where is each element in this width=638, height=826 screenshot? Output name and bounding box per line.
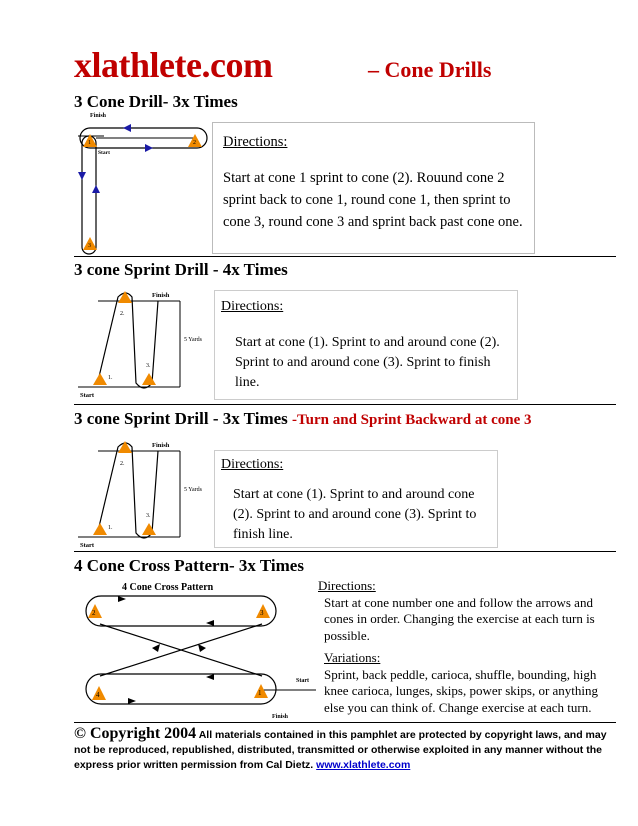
site-title: xlathlete.com bbox=[74, 45, 273, 85]
drill4-diagram bbox=[76, 578, 320, 722]
drill3-cone-2-label: 2. bbox=[120, 461, 125, 467]
copyright-text: All materials contained in this pamphlet are protected by copyright laws, and may not be reproduced, republished, distributed, transmitted or otherwise exploited in any manner without the express prior written permission from Cal Dietz. bbox=[74, 729, 607, 771]
drill1-diagram bbox=[78, 110, 213, 256]
drill4-cone-4-label: 4 bbox=[96, 691, 100, 699]
drill3-cone-2 bbox=[118, 441, 132, 453]
drill2-cone-1-label: 1. bbox=[108, 375, 113, 381]
drill1-title: 3 Cone Drill- 3x Times bbox=[74, 92, 238, 111]
site-link[interactable]: www.xlathlete.com bbox=[316, 759, 411, 771]
drill3-title-text: 3 cone Sprint Drill - 3x Times bbox=[74, 409, 288, 428]
drill2-title: 3 cone Sprint Drill - 4x Times bbox=[74, 260, 288, 279]
drill4-directions-text: Start at cone number one and follow the arrows and cones in order. Changing the exercise at each turn is possible. bbox=[324, 594, 595, 643]
drill3-title bbox=[74, 409, 532, 429]
copyright-label: © Copyright 2004 bbox=[74, 725, 197, 742]
drill2-directions-heading: Directions: bbox=[221, 299, 284, 314]
drill2-start-label: Start bbox=[80, 392, 95, 399]
page-subtitle: – Cone Drills bbox=[368, 57, 492, 82]
drill4-variations-text: Sprint, back peddle, carioca, shuffle, bounding, high knee carioca, lunges, skips, power skips, or anything else you can think of. Change exercise at each turn. bbox=[324, 666, 599, 715]
drill2-diagram bbox=[78, 283, 218, 401]
drill2-cone-3 bbox=[142, 373, 156, 385]
drill1-cone-2-label: 2 bbox=[193, 140, 196, 146]
divider bbox=[74, 551, 616, 552]
drill3-cone-3 bbox=[142, 523, 156, 535]
drill4-start-label: Start bbox=[296, 678, 309, 684]
drill2-cone-3-label: 3. bbox=[146, 363, 151, 369]
drill2-directions-text: Start at cone (1). Sprint to and around cone (2). Sprint to and around cone (3). Sprint to finish line. bbox=[235, 335, 500, 390]
drill3-directions-box bbox=[214, 450, 498, 548]
drill3-diagram bbox=[78, 433, 218, 551]
drill1-cone-3-label: 3 bbox=[88, 243, 91, 249]
divider bbox=[74, 722, 616, 723]
drill4-directions-panel bbox=[318, 578, 614, 716]
drill4-variations-heading: Variations: bbox=[324, 650, 381, 665]
divider bbox=[74, 256, 616, 257]
drill2-directions-box bbox=[214, 290, 518, 400]
drill3-directions-text: Start at cone (1). Sprint to and around cone (2). Sprint to and around cone (3). Sprint to finish line. bbox=[233, 487, 477, 542]
drill4-cone-2-label: 2 bbox=[92, 609, 96, 617]
drill4-cone-3-label: 3 bbox=[260, 609, 264, 617]
drill1-directions-text: Start at cone 1 sprint to cone (2). Rouund cone 2 sprint back to cone 1, round cone 1, then sprint to cone 3, round cone 3 and sprint back past cone one. bbox=[223, 170, 523, 230]
drill2-yards-label: 5 Yards bbox=[184, 337, 203, 343]
drill3-start-label: Start bbox=[80, 542, 95, 549]
drill1-directions-box bbox=[212, 122, 535, 254]
drill4-directions-heading: Directions: bbox=[318, 578, 376, 593]
drill4-title: 4 Cone Cross Pattern- 3x Times bbox=[74, 556, 304, 575]
drill4-cone-1-label: 1 bbox=[258, 689, 262, 697]
drill3-directions-heading: Directions: bbox=[221, 457, 284, 472]
drill3-note: -Turn and Sprint Backward at cone 3 bbox=[292, 412, 532, 428]
drill4-diagram-title: 4 Cone Cross Pattern bbox=[122, 582, 214, 593]
drill3-yards-label: 5 Yards bbox=[184, 487, 203, 493]
drill1-directions-heading: Directions: bbox=[223, 134, 288, 150]
drill2-finish-label: Finish bbox=[152, 292, 170, 299]
drill3-cone-3-label: 3. bbox=[146, 513, 151, 519]
drill4-finish-label: Finish bbox=[272, 714, 289, 720]
drill2-cone-2 bbox=[118, 291, 132, 303]
drill2-cone-2-label: 2. bbox=[120, 311, 125, 317]
drill1-finish-label: Finish bbox=[90, 113, 107, 119]
drill2-cone-1 bbox=[93, 373, 107, 385]
drill3-cone-1-label: 1. bbox=[108, 525, 113, 531]
drill1-start-label: Start bbox=[98, 150, 110, 156]
drill1-cone-1-label: 1 bbox=[88, 140, 91, 146]
divider bbox=[74, 404, 616, 405]
copyright-notice bbox=[74, 726, 619, 773]
drill3-finish-label: Finish bbox=[152, 442, 170, 449]
drill3-cone-1 bbox=[93, 523, 107, 535]
